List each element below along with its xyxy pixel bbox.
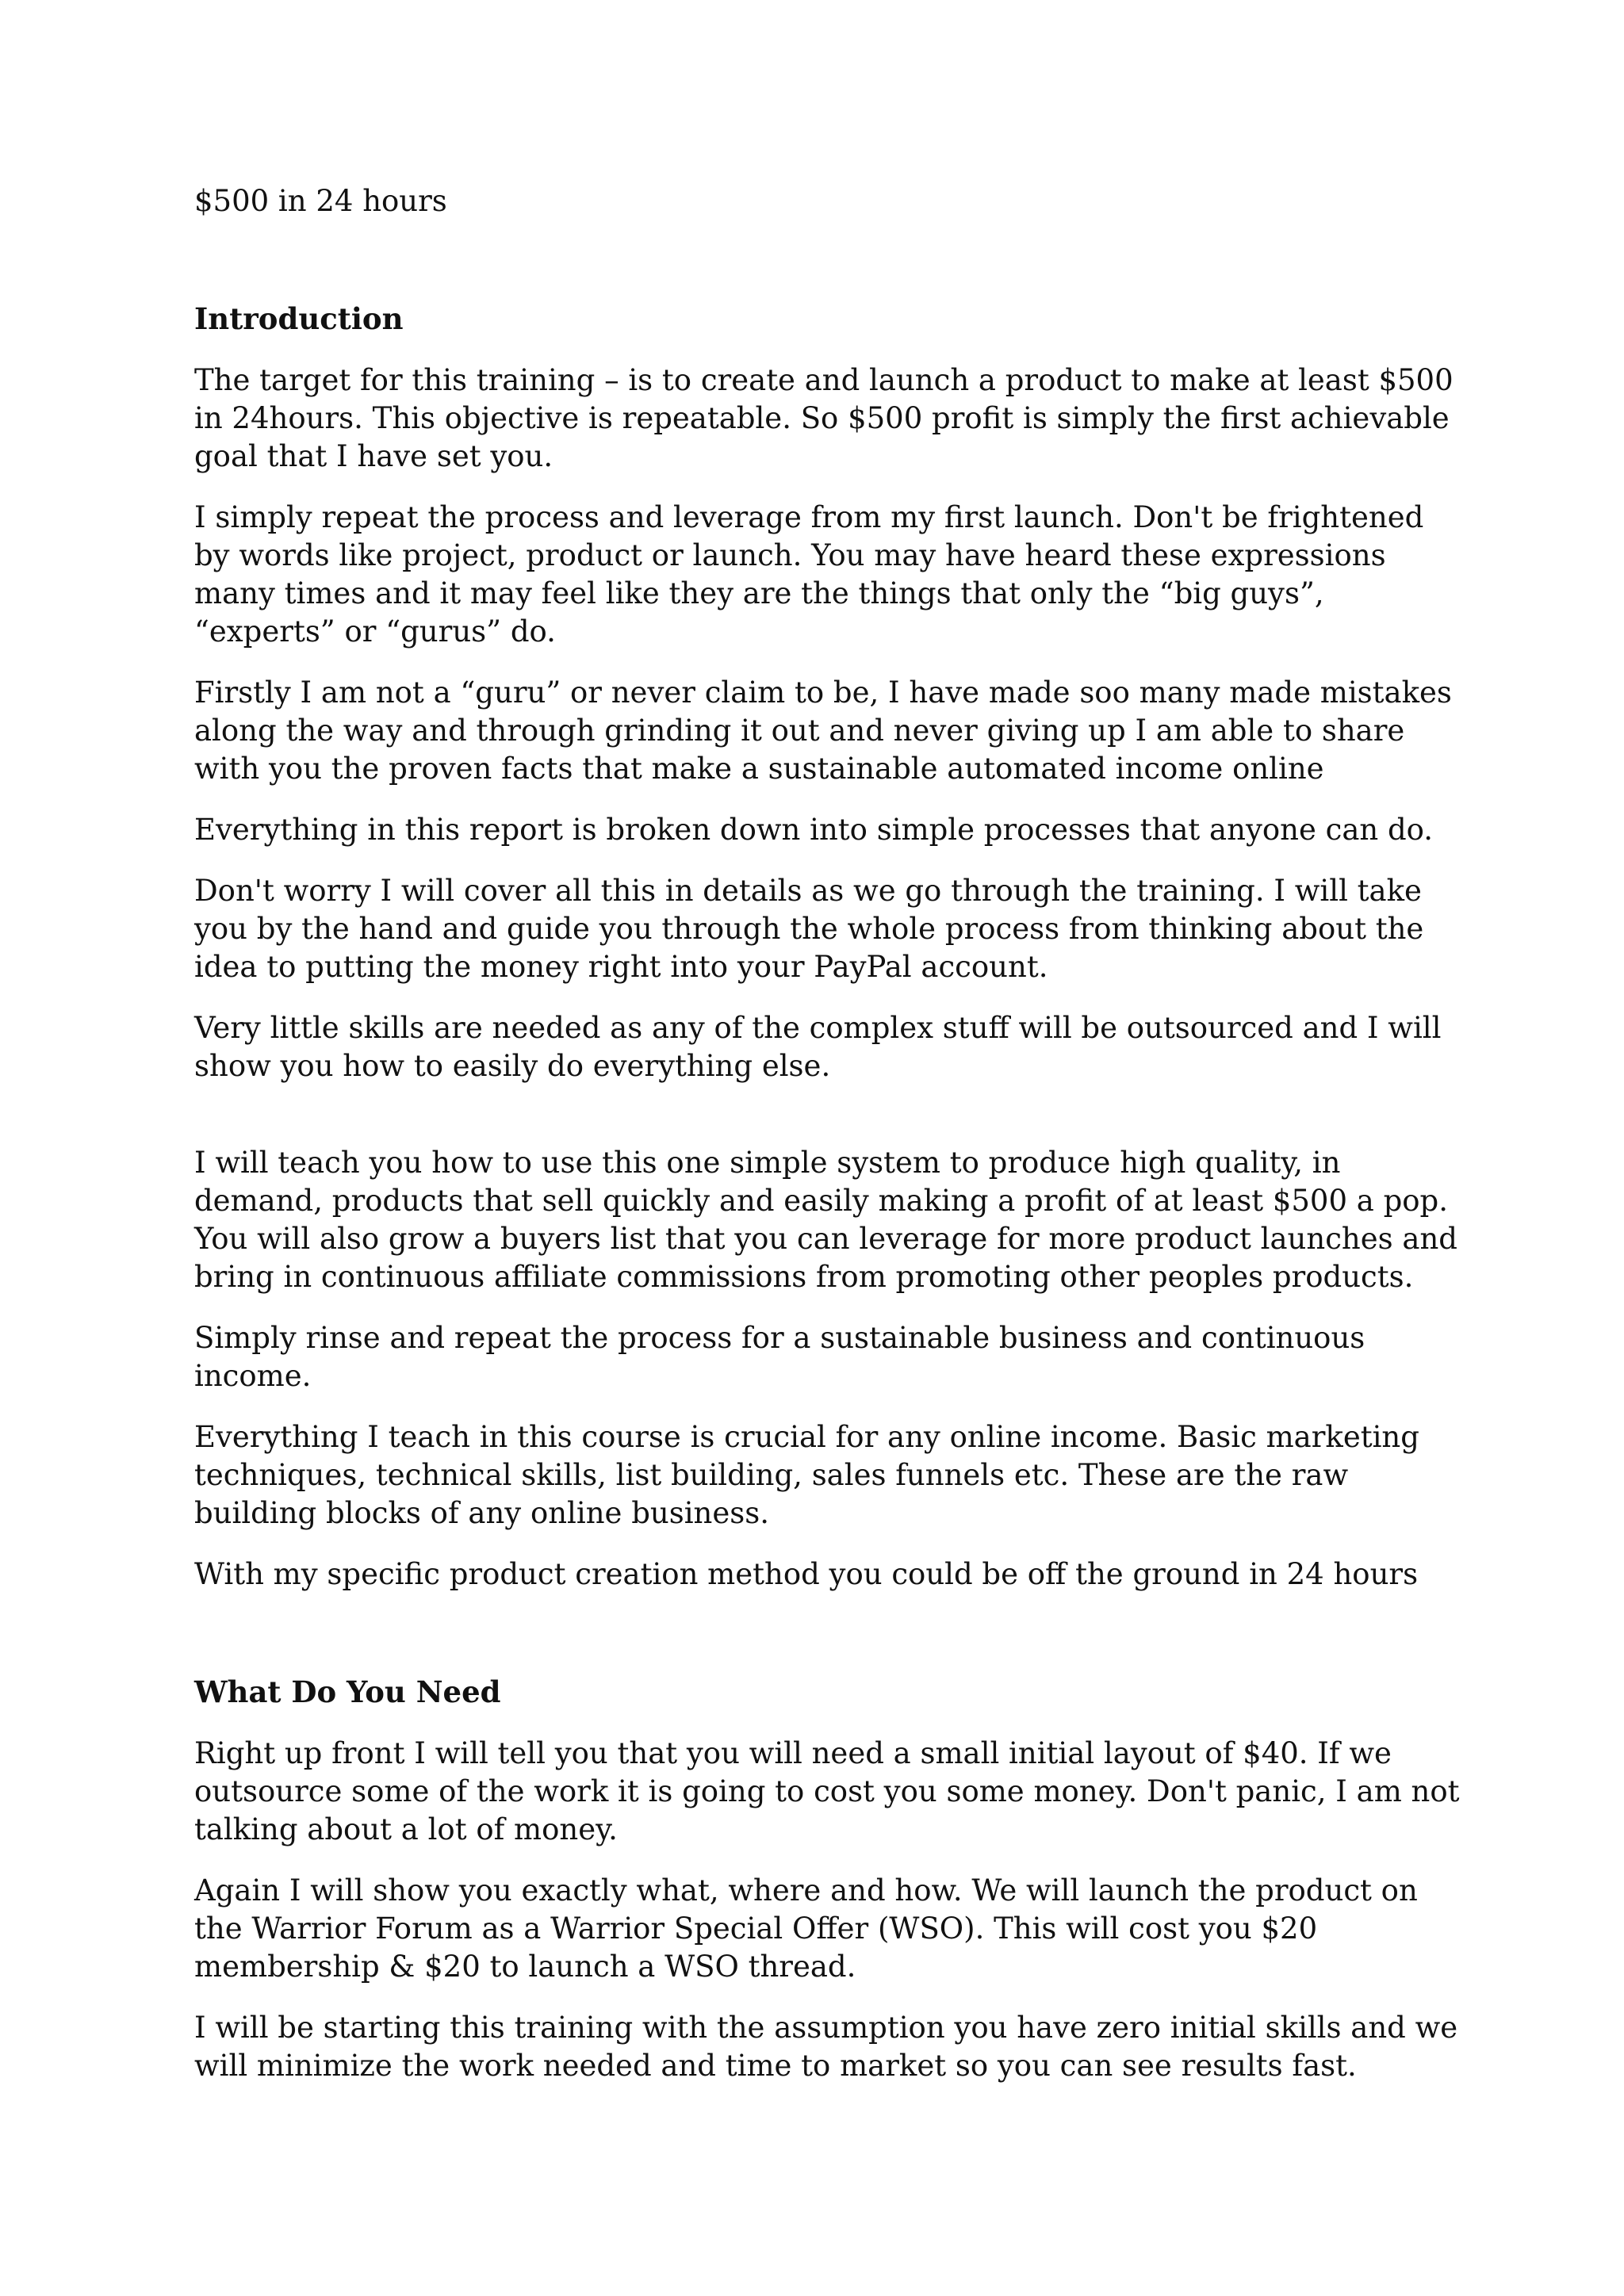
section-heading-what-do-you-need: What Do You Need bbox=[194, 1674, 501, 1709]
paragraph: Everything I teach in this course is crucial for any online income. Basic marketing techniques, technical skills, list building, sales funnels etc. These are the raw building blocks of any online business. bbox=[194, 1420, 1419, 1530]
paragraph: I simply repeat the process and leverage from my first launch. Don't be frightened by words like project, product or launch. You may have heard these expressions many times and it may feel like they are the things that only the “big guys”, “experts” or “gurus” do. bbox=[194, 500, 1424, 649]
paragraph: Right up front I will tell you that you will need a small initial layout of $40. If we outsource some of the work it is going to cost you some money. Don't panic, I am not talking about a lot of money. bbox=[194, 1736, 1460, 1846]
paragraph: I will teach you how to use this one simple system to produce high quality, in demand, products that sell quickly and easily making a profit of at least $500 a pop. You will also grow a buyers list that you can leverage for more product launches and bring in continuous affiliate commissions from promoting other peoples products. bbox=[194, 1146, 1457, 1294]
paragraph: With my specific product creation method you could be off the ground in 24 hours bbox=[194, 1557, 1419, 1591]
paragraph: Very little skills are needed as any of the complex stuff will be outsourced and I will show you how to easily do everything else. bbox=[194, 1011, 1442, 1083]
paragraph: Don't worry I will cover all this in details as we go through the training. I will take you by the hand and guide you through the whole process from thinking about the idea to putting the money right into your PayPal account. bbox=[194, 874, 1424, 984]
paragraph: Again I will show you exactly what, where and how. We will launch the product on the Warrior Forum as a Warrior Special Offer (WSO). This will cost you $20 membership & $20 to launch a WSO thread. bbox=[194, 1873, 1418, 1984]
paragraph: Firstly I am not a “guru” or never claim to be, I have made soo many made mistakes along the way and through grinding it out and never giving up I am able to share with you the proven facts that make a sustainable automated income online bbox=[194, 675, 1452, 786]
paragraph: Simply rinse and repeat the process for a sustainable business and continuous income. bbox=[194, 1321, 1365, 1393]
section-heading-introduction: Introduction bbox=[194, 301, 404, 336]
paragraph: Everything in this report is broken down into simple processes that anyone can do. bbox=[194, 813, 1434, 847]
paragraph: I will be starting this training with the assumption you have zero initial skills and we will minimize the work needed and time to market so you can see results fast. bbox=[194, 2011, 1458, 2083]
document-body bbox=[194, 182, 1463, 2108]
paragraph: The target for this training – is to create and launch a product to make at least $500 in 24hours. This objective is repeatable. So $500 profit is simply the first achievable goal that I have set you. bbox=[194, 363, 1454, 473]
document-title: $500 in 24 hours bbox=[194, 184, 447, 218]
